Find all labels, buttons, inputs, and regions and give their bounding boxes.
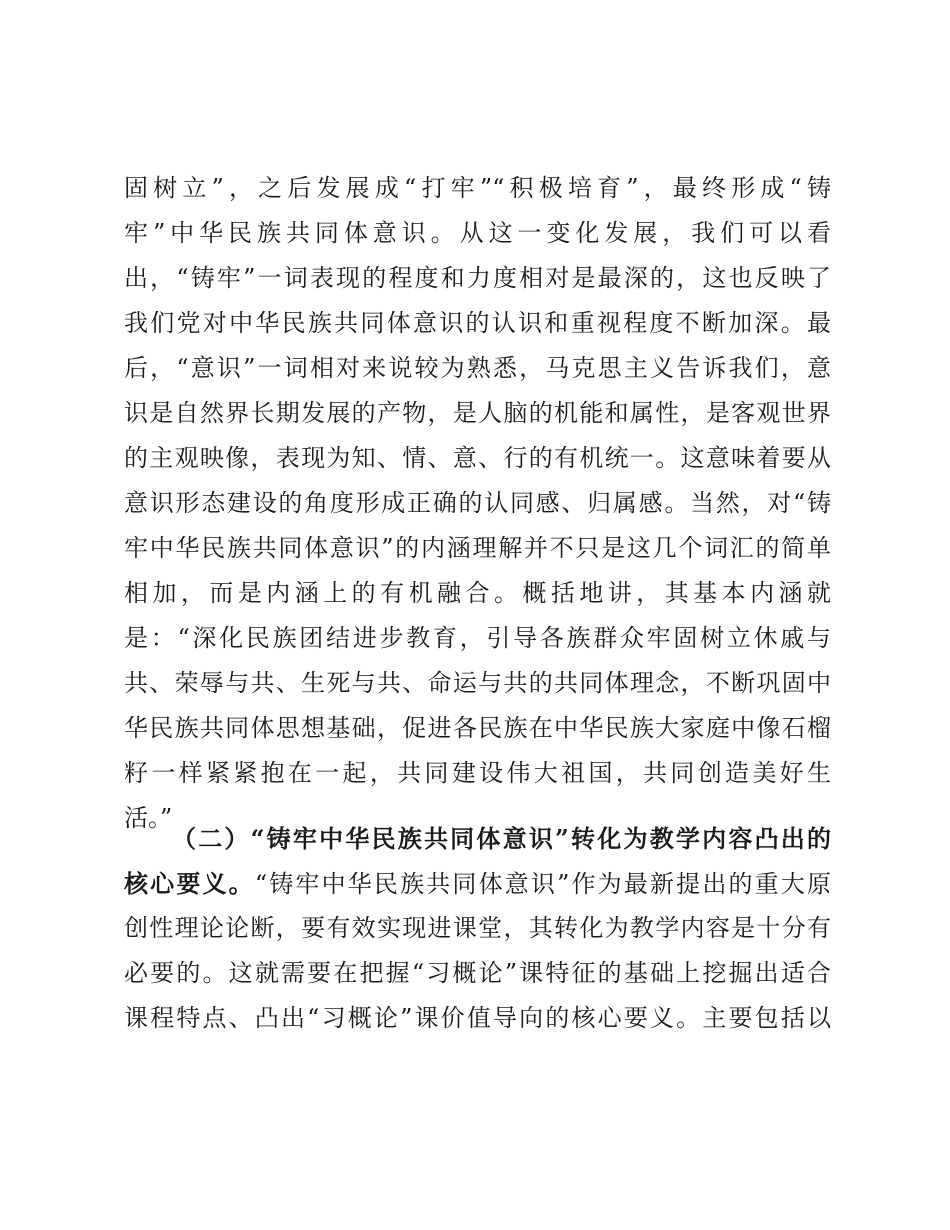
text-line: 后，“意识”一词相对来说较为熟悉，马克思主义告诉我们，意 bbox=[124, 354, 831, 382]
section-heading: （二）“铸牢中华民族共同体意识”转化为教学内容凸出的 bbox=[172, 824, 831, 853]
section-heading-continued: 核心要义。 bbox=[124, 869, 255, 898]
text-line: 相加，而是内涵上的有机融合。概括地讲，其基本内涵就 bbox=[124, 579, 831, 607]
text-line: 出，“铸牢”一词表现的程度和力度相对是最深的，这也反映了 bbox=[124, 264, 831, 292]
text-line: 活。” bbox=[124, 804, 173, 832]
text-line: 创性理论论断，要有效实现进课堂，其转化为教学内容是十分有 bbox=[124, 914, 831, 942]
text-line: 课程特点、凸出“习概论”课价值导向的核心要义。主要包括以 bbox=[124, 1004, 831, 1032]
body-paragraph bbox=[124, 166, 831, 841]
text-line: 是：“深化民族团结进步教育，引导各族群众牢固树立休戚与 bbox=[124, 624, 831, 652]
text-line: 识是自然界长期发展的产物，是人脑的机能和属性，是客观世界 bbox=[124, 399, 831, 427]
text-line: 我们党对中华民族共同体意识的认识和重视程度不断加深。最 bbox=[124, 309, 831, 337]
text-line: 牢”中华民族共同体意识。从这一变化发展，我们可以看 bbox=[124, 219, 831, 247]
text-line: 必要的。这就需要在把握“习概论”课特征的基础上挖掘出适合 bbox=[124, 959, 831, 987]
text-line: 华民族共同体思想基础，促进各民族在中华民族大家庭中像石榴 bbox=[124, 714, 831, 742]
text-line: 意识形态建设的角度形成正确的认同感、归属感。当然，对“铸 bbox=[124, 489, 831, 517]
text-line: 牢中华民族共同体意识”的内涵理解并不只是这几个词汇的简单 bbox=[124, 534, 831, 562]
text-line bbox=[124, 861, 831, 906]
text-line: 籽一样紧紧抱在一起，共同建设伟大祖国，共同创造美好生 bbox=[124, 759, 831, 787]
text-line: 的主观映像，表现为知、情、意、行的有机统一。这意味着要从 bbox=[124, 444, 831, 472]
section-paragraph bbox=[124, 816, 831, 1041]
text-line: 固树立”，之后发展成“打牢”“积极培育”，最终形成“铸 bbox=[124, 174, 831, 202]
text-line: 共、荣辱与共、生死与共、命运与共的共同体理念，不断巩固中 bbox=[124, 669, 831, 697]
text-line-rest: “铸牢中华民族共同体意识”作为最新提出的重大原 bbox=[254, 870, 831, 898]
